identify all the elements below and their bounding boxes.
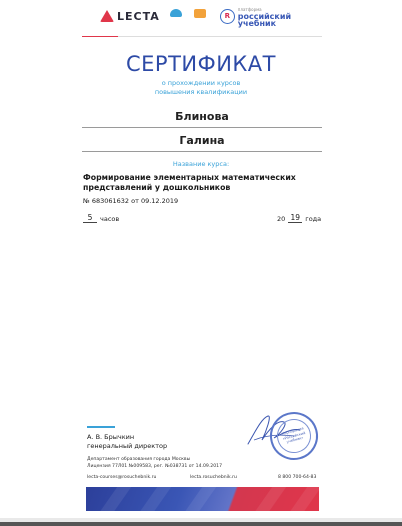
hours-field [83,213,119,223]
page-bottom-edge [0,518,402,526]
certificate-number: № 683061632 от 09.12.2019 [83,197,179,205]
signer-title: генеральный директор [87,442,168,450]
partner-logo-1 [168,9,184,23]
ru-line-1: российский [237,11,292,21]
year-suffix: года [305,215,322,223]
header-divider [82,36,322,37]
certificate-title: СЕРТИФИКАТ [125,52,277,76]
year-field [277,213,321,223]
ru-line-2: учебник [237,18,277,28]
license-info: Лицензия 77Л01 №009583, рег. №038731 от 14.09.2017 [87,463,222,469]
contact-email[interactable]: lecta-courses@rosuchebnik.ru [87,475,157,480]
signer-block [87,433,167,451]
hours-value: 5 [83,213,97,223]
year-value: 19 [288,213,302,223]
last-name-underline [82,127,322,128]
certificate-subtitle [0,79,402,97]
contact-phone: 8 800 700-64-83 [278,475,317,480]
ru-small-label: платформа [237,6,262,12]
footer-decorative-band [86,487,319,511]
subtitle-line-2: повышения квалификации [154,88,248,96]
lecta-logo [100,10,160,23]
header-logos [100,4,310,28]
rosuchebnik-logo [220,6,291,27]
ru-circle-icon: R [220,9,235,24]
department-block [87,457,222,470]
course-label: Название курса: [172,160,230,168]
partner-logo-2 [192,9,208,23]
course-title: Формирование элементарных математических представлений у дошкольников [83,173,296,192]
last-name: Блинова [175,110,229,123]
lecta-triangle-icon [100,10,114,22]
year-prefix: 20 [277,215,286,223]
stamp-text: Корпорация «Российский учебник» [273,415,315,457]
first-name: Галина [179,134,225,147]
department-name: Департамент образования города Москвы [87,457,191,462]
first-name-underline [82,151,322,152]
signer-accent-line [87,426,115,428]
lecta-wordmark: LECTA [117,9,160,23]
contact-website[interactable]: lecta.rosuchebnik.ru [190,475,237,480]
signer-name: А. В. Брычкин [87,433,135,441]
subtitle-line-1: о прохождении курсов [161,79,241,87]
hours-unit: часов [100,215,120,223]
